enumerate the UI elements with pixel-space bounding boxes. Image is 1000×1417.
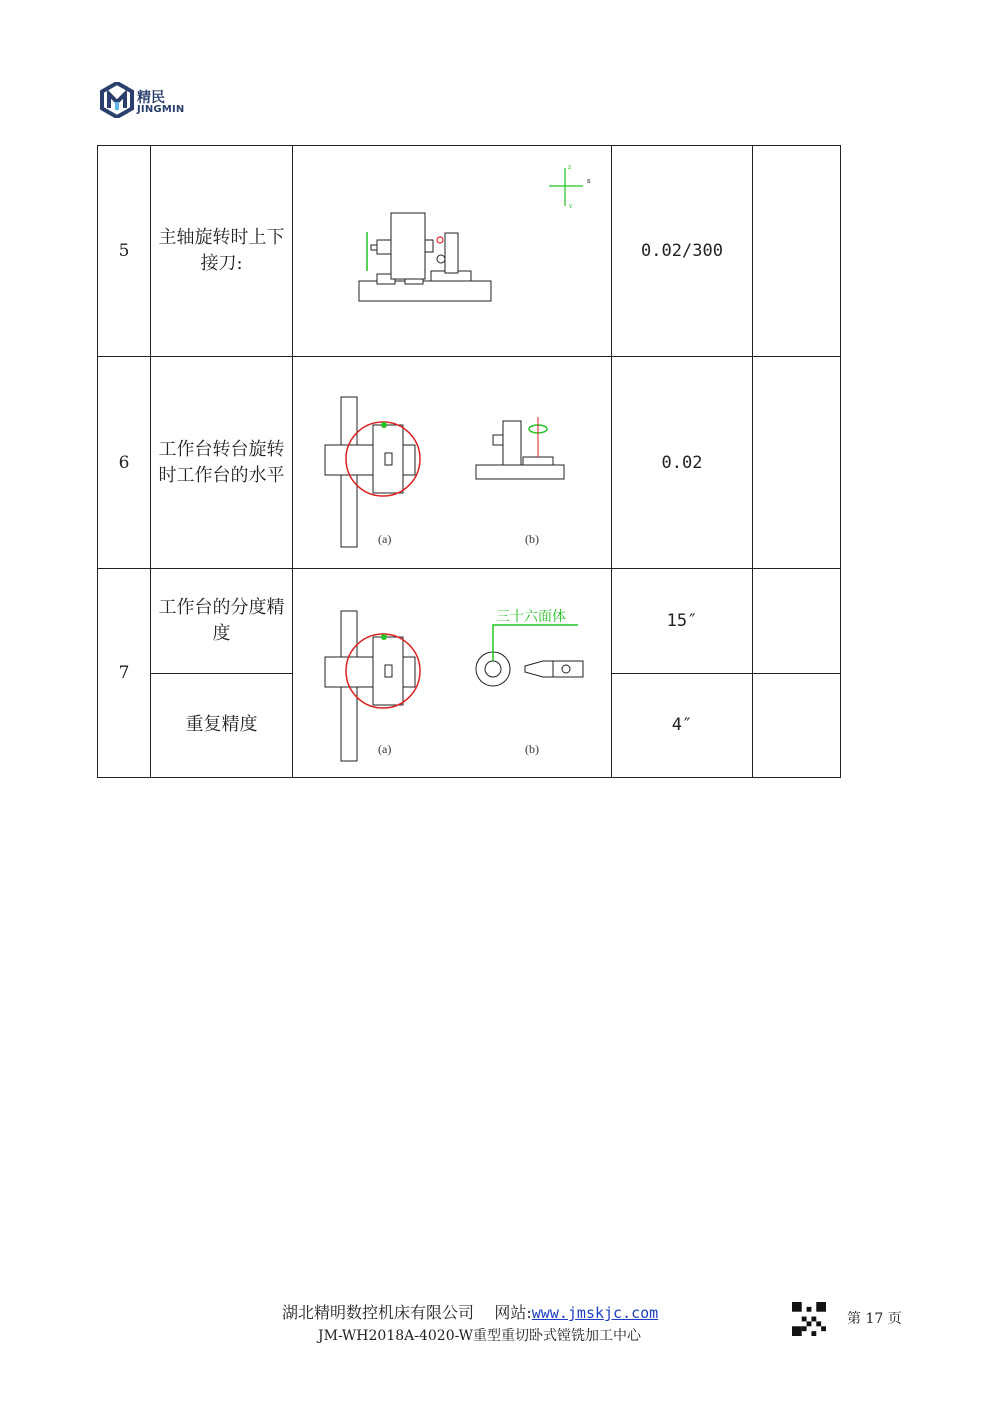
logo-name-en: JINGMIN bbox=[137, 104, 185, 115]
row-item-text: 工作台转台旋转时工作台的水平 bbox=[158, 438, 285, 486]
figure-caption-a: (a) bbox=[378, 532, 392, 546]
indexing-diagram bbox=[293, 569, 611, 777]
blank-cell bbox=[753, 569, 841, 674]
company-logo bbox=[100, 82, 200, 122]
svg-text:s: s bbox=[587, 177, 591, 185]
row-item bbox=[151, 146, 293, 357]
blank-cell bbox=[753, 673, 841, 778]
accuracy-table bbox=[97, 145, 841, 778]
row-number: 6 bbox=[98, 357, 151, 569]
row-figure bbox=[293, 146, 612, 357]
row-number: 7 bbox=[98, 569, 151, 778]
table-level-diagram bbox=[293, 357, 611, 568]
blank-cell bbox=[753, 357, 841, 569]
table-row bbox=[98, 357, 841, 569]
table-row bbox=[98, 146, 841, 357]
spindle-test-diagram bbox=[293, 146, 611, 356]
figure-caption-a: (a) bbox=[378, 742, 392, 756]
logo-name-cn: 精民 bbox=[137, 90, 165, 106]
row-figure bbox=[293, 357, 612, 569]
page-number: 第 17 页 bbox=[847, 1311, 902, 1327]
figure-caption-b: (b) bbox=[525, 742, 539, 756]
footer-company-line bbox=[282, 1300, 658, 1323]
company-name: 湖北精明数控机床有限公司 bbox=[282, 1303, 475, 1322]
row-item bbox=[151, 357, 293, 569]
row-item-text: 工作台的分度精度 bbox=[158, 596, 285, 644]
table-row bbox=[98, 569, 841, 674]
tolerance-value: 4″ bbox=[612, 673, 753, 778]
qr-code-icon bbox=[792, 1302, 826, 1336]
row-item bbox=[151, 569, 293, 674]
annotation-label: 三十六面体 bbox=[496, 609, 566, 625]
tolerance-value: 0.02 bbox=[612, 357, 753, 569]
model-name: JM-WH2018A-4020-W重型重切卧式镗铣加工中心 bbox=[318, 1328, 641, 1344]
website-link[interactable]: www.jmskjc.com bbox=[531, 1304, 659, 1322]
blank-cell bbox=[753, 146, 841, 357]
svg-text:v: v bbox=[569, 203, 573, 210]
row-number: 5 bbox=[98, 146, 151, 357]
tolerance-value: 0.02/300 bbox=[612, 146, 753, 357]
machine-sketch-icon bbox=[359, 213, 491, 301]
row-item bbox=[151, 673, 293, 778]
site-label: 网站: bbox=[494, 1303, 532, 1322]
axis-marker-icon bbox=[549, 168, 583, 206]
row-item-text: 主轴旋转时上下接刀: bbox=[158, 227, 285, 274]
row-item-text: 重复精度 bbox=[185, 714, 258, 736]
tolerance-value: 15″ bbox=[612, 569, 753, 674]
row-figure bbox=[293, 569, 612, 778]
logo-mark-icon bbox=[100, 82, 134, 118]
svg-text:z: z bbox=[568, 164, 572, 171]
figure-caption-b: (b) bbox=[525, 532, 539, 546]
